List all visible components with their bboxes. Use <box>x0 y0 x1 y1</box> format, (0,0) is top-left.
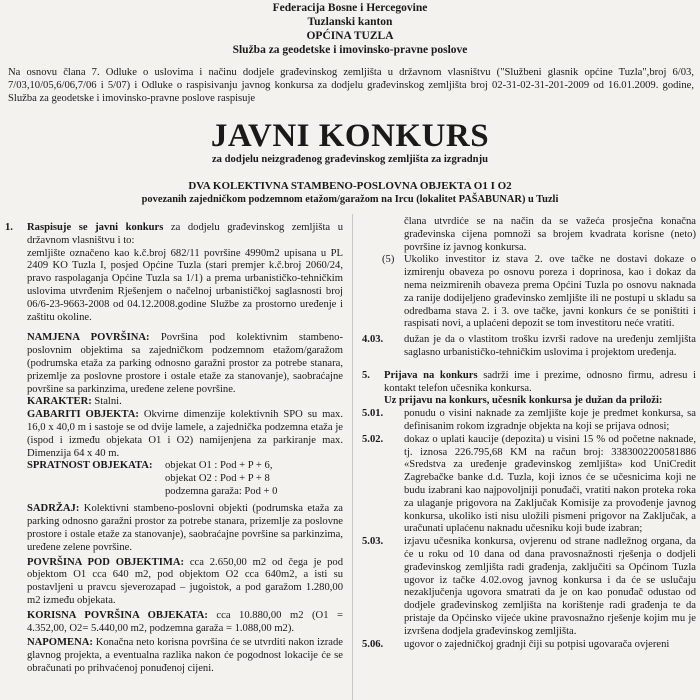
karakter-label: KARAKTER: <box>27 396 92 408</box>
povrsina-text: cca 2.650,00 m2 od čega je pod objektom O1 cca 640 m2, pod objektom O2 cca 640m2, a isti su postavljeni u pravcu sjeverozapad – jugoistok, a pod garažom 1.280,00 m2 između objekata. <box>27 556 343 606</box>
issuer-header <box>0 0 700 57</box>
clause-5-02-number: 5.02. <box>362 433 384 445</box>
clause-4-03-number: 4.03. <box>362 334 384 346</box>
clause-5-03-number: 5.03. <box>362 536 384 548</box>
korisna-text: cca 10.880,00 m2 (O1 = 4.352,00, O2= 5.440,00 m2, podzemna garaža = 1.088,00 m2). <box>27 609 343 634</box>
clause-5-01 <box>362 408 696 434</box>
sadrzaj-text: Kolektivni stambeno-poslovni objekti (podrumska etaža za parking odnosno garažni prostor za potrebe stanara, prizemlje za poslovne prostore i ostale etaže za stanovanje), saobraćajne površine sa parkinzima, uređene zelene površine. <box>27 503 343 553</box>
clause-5-06-text: ugovor o zajedničkoj gradnji čiji su potpisi ugovarača ovjereni <box>404 638 670 650</box>
clause-5-03 <box>362 536 696 638</box>
section-1-parcel: zemljište označeno kao k.č.broj 682/11 površine 4990m2 upisana u PL 2409 KO Tuzla I, posjed Općine Tuzla (stari premjer k.č.broj 2060/24, pravo raspolaganja Općine Tuzla sa 1/1) a prema urbanističko-tehničkim uslovima utvrđenim Rješenjem o načelnoj urbanističkoj saglasnosti broj 06/6-23-9663-2008 od 04.12.2008.godine Službe za prostorno uređenje i zaštitu okoline. <box>27 247 343 323</box>
clause-5-03-text: izjavu učesnika konkursa, ovjerenu od strane nadležnog organa, da će u roku od 10 dana od dana pravosnažnosti rješenja o dodjeli građevinskog zemljišta radi građenja, zaključiti sa Općinom Tuzla ugovor iz tačke 4.02.ovog javnog konkursa i da će se uslučaju nezaključenja ugovora smatrati da je on kao ponuđač odustao od dodjele građevinskog zemljišta na korištenje radi građenja te da pristaje da Općinsko vijeće ukine pravosnažno rješenje kojim mu je izvršena dodjela građevinskog zemljišta. <box>404 536 696 637</box>
spratnost-o2: objekat O2 : Pod + P + 8 <box>165 473 270 485</box>
korisna-block <box>27 610 343 636</box>
namjena-label: NAMJENA POVRŠINA: <box>27 332 150 344</box>
column-divider <box>352 214 353 700</box>
sadrzaj-block <box>27 503 343 554</box>
object-heading: DVA KOLEKTIVNA STAMBENO-POSLOVNA OBJEKTA O1 I O2 <box>188 180 512 192</box>
right-top-continuation: člana utvrdiće se na način da se važeća prosječna konačna građevinska cijena pomnoži sa brojem kvadrata korisne (neto) površine iz javnog konkursa. <box>404 216 696 253</box>
povrsina-block <box>27 557 343 608</box>
clause-5-02 <box>362 434 696 536</box>
napomena-label: NAPOMENA: <box>27 637 93 649</box>
left-column <box>5 222 343 676</box>
clause-5-02-text: dokaz o uplati kaucije (depozita) u visini 15 % od početne naknade, tj. iznosa 226.795,68 KM na račun broj: 3383002200581886 «Sredstva za uređenje građevinskog zemljišta» kod UniCredit Zagrebačke banke d.d. Tuzla, koji iznos će se učesnicima koji ne budu izabrani kao najpovoljniji ponuđači, vratiti nakon proteka roka za ulaganje prigovora na Zaključak Komisije za provođenje javnog konkursa, ukoliko isti nisu uložili pismeni prigovor na Zaključak, a uračunati uplaćenu naknadu učesniku koji bude izabran; <box>404 433 696 535</box>
clause-5-06 <box>362 639 696 652</box>
intro-paragraph: Na osnovu člana 7. Odluke o uslovima i načinu dodjele građevinskog zemljišta u državnom vlasništvu ("Službeni glasnik općine Tuzla",broj 6/03, 7/03,10/05,6/06,7/06 i 5/07) i Odluke o raspisivanju javnog konkursa za dodjelu građevinskog zemljišta broj 02-31-02-31-201-2009 od 16.01.2009. godine, Služba za geodetske i imovinsko-pravne poslove raspisuje <box>8 67 694 104</box>
section-1 <box>5 222 343 676</box>
clause-5-06-number: 5.06. <box>362 638 384 650</box>
namjena-block <box>27 332 343 396</box>
section-5 <box>362 370 696 408</box>
napomena-text: Konačna neto korisna površina će se utvrditi nakon izrade glavnog projekta, a eventualna razlika nakon će pogodnost lokacije će se obračunati po prihvaćenoj ponuđenoj cijeni. <box>27 637 343 674</box>
namjena-text: Površina pod kolektivnim stambeno-poslovnim objektima sa zajedničkom podzemnom etažom/garažom (podrumska etaža za parking odnosno garažni prostor za potrebe stanara, prizemlje za poslovne prostore i ostale etaže za stanovanje), saobraćajne površine sa parkinzima, uređene zelene površine. <box>27 332 343 395</box>
spratnost-label: SPRATNOST OBJEKATA: <box>27 460 153 472</box>
section-5-text: sadrži ime i prezime, odnosno firmu, adresu i kontakt telefon učesnika konkursa. <box>384 369 696 394</box>
section-1-number: 1. <box>5 222 13 233</box>
clause-5-01-text: ponudu o visini naknade za zemljište koje je predmet konkursa, sa definisanim rokom izgradnje objekta na koji se prijava odnosi; <box>404 408 696 432</box>
section-5-lead: Prijava na konkurs <box>384 369 478 381</box>
clause-4-03-text: dužan je da o vlastitom trošku izvrši radove na uređenju zemljišta saglasno urbanističko-tehničkim uslovima i projektom uređenja. <box>404 334 696 358</box>
section-1-text: za dodjelu građevinskog zemljišta u državnom vlasništvu i to: <box>27 222 343 246</box>
header-canton: Tuzlanski kanton <box>307 16 393 28</box>
section-5-number: 5. <box>362 369 370 381</box>
gabariti-block <box>27 409 343 460</box>
document-subtitle: za dodjelu neizgrađenog građevinskog zemljišta za izgradnju <box>211 154 488 165</box>
header-service: Služba za geodetske i imovinsko-pravne poslove <box>232 44 468 56</box>
section-1-lead: Raspisuje se javni konkurs <box>27 222 164 233</box>
korisna-label: KORISNA POVRŠINA OBJEKATA: <box>27 609 208 621</box>
header-municipality: OPĆINA TUZLA <box>306 30 394 42</box>
gabariti-label: GABARITI OBJEKTA: <box>27 409 139 421</box>
spratnost-o1: objekat O1 : Pod + P + 6, <box>165 460 273 472</box>
clause-5-01-number: 5.01. <box>362 408 384 420</box>
spratnost-garage: podzemna garaža: Pod + 0 <box>165 486 278 498</box>
gabariti-text: Okvirne dimenzije kolektivnih SPO su max. 16,0 x 40,0 m i sastoje se od dvije lamele, a zajednička podzemna etaža je (ispod i između objekata O1 i O2) namijenjena za parkiranje max. Dimenzija 64 x 40 m. <box>27 409 343 459</box>
document-title: JAVNI KONKURS <box>210 118 490 154</box>
clause-5-paren-number: (5) <box>382 254 395 266</box>
karakter-text: Stalni. <box>91 396 122 408</box>
clause-5-paren-text: Ukoliko investitor iz stava 2. ove tačke ne dostavi dokaze o izmirenju obaveza po osnovu poreza i doprinosa, kao i dokaz da nema neizmirenih obaveza prema Općini Tuzla po osnovu naknada za ranije dodijeljeno građevinsko zemljište ili ne postupi u skladu sa odredbama stava 2. i 3. ove tačke, javni konkurs će se poništiti i raspisati novi, a uplaćeni depozit se tom investitoru neće vratiti. <box>404 254 696 330</box>
clause-4-03 <box>362 334 696 360</box>
napomena-block <box>27 637 343 675</box>
karakter-block <box>27 396 343 409</box>
section-5-attachments-heading: Uz prijavu na konkurs, učesnik konkursa je dužan da priloži: <box>384 395 663 407</box>
sadrzaj-label: SADRŽAJ: <box>27 503 80 515</box>
header-federation: Federacija Bosne i Hercegovine <box>272 2 428 14</box>
spratnost-block <box>27 460 343 499</box>
povrsina-label: POVRŠINA POD OBJEKTIMA: <box>27 556 185 568</box>
clause-5-paren <box>362 254 696 331</box>
object-subheading: povezanih zajedničkom podzemnom etažom/garažom na Ircu (lokalitet PAŠABUNAR) u Tuzli <box>141 194 559 205</box>
right-column <box>362 216 696 651</box>
